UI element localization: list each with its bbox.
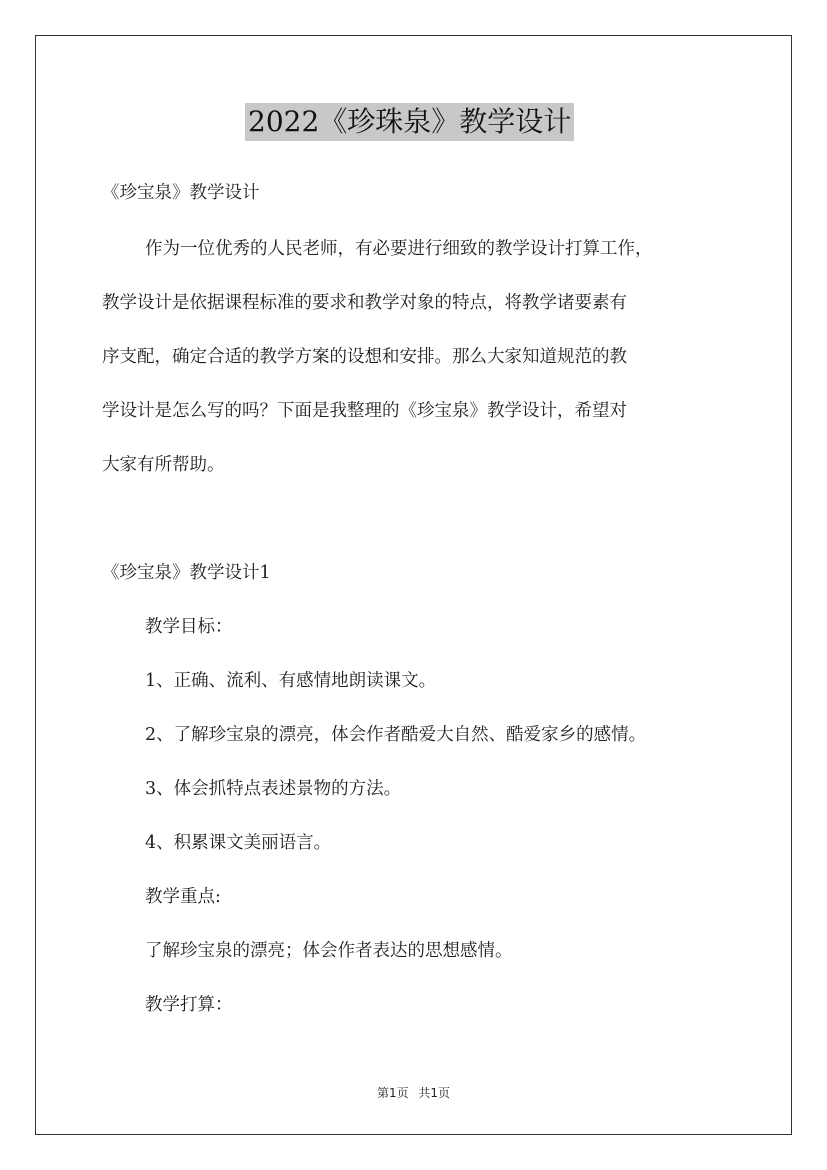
document-title: 2022《珍珠泉》教学设计 — [245, 103, 574, 141]
focus-text: 了解珍宝泉的漂亮；体会作者表达的思想感情。 — [145, 941, 513, 961]
document-subtitle: 《珍宝泉》教学设计 — [102, 183, 260, 203]
page-number-total: 共1页 — [418, 1086, 451, 1100]
intro-line-3: 序支配，确定合适的教学方案的设想和安排。那么大家知道规范的教 — [102, 347, 627, 367]
page-footer — [0, 1084, 827, 1101]
goal-item-4: 4、积累课文美丽语言。 — [145, 833, 332, 853]
intro-line-1: 作为一位优秀的人民老师，有必要进行细致的教学设计打算工作， — [145, 239, 653, 259]
intro-line-2: 教学设计是依据课程标准的要求和教学对象的特点，将教学诸要素有 — [102, 293, 627, 313]
goal-item-1: 1、正确、流利、有感情地朗读课文。 — [145, 671, 437, 691]
goal-item-2: 2、了解珍宝泉的漂亮，体会作者酷爱大自然、酷爱家乡的感情。 — [145, 725, 647, 745]
goal-item-3: 3、体会抓特点表述景物的方法。 — [145, 779, 402, 799]
prep-label: 教学打算： — [145, 995, 233, 1015]
section-heading: 《珍宝泉》教学设计1 — [102, 563, 271, 583]
page-number-current: 第1页 — [376, 1086, 409, 1100]
intro-line-5: 大家有所帮助。 — [102, 455, 225, 475]
intro-line-4: 学设计是怎么写的吗？下面是我整理的《珍宝泉》教学设计，希望对 — [102, 401, 627, 421]
focus-label: 教学重点: — [145, 887, 221, 907]
goals-label: 教学目标： — [145, 617, 233, 637]
